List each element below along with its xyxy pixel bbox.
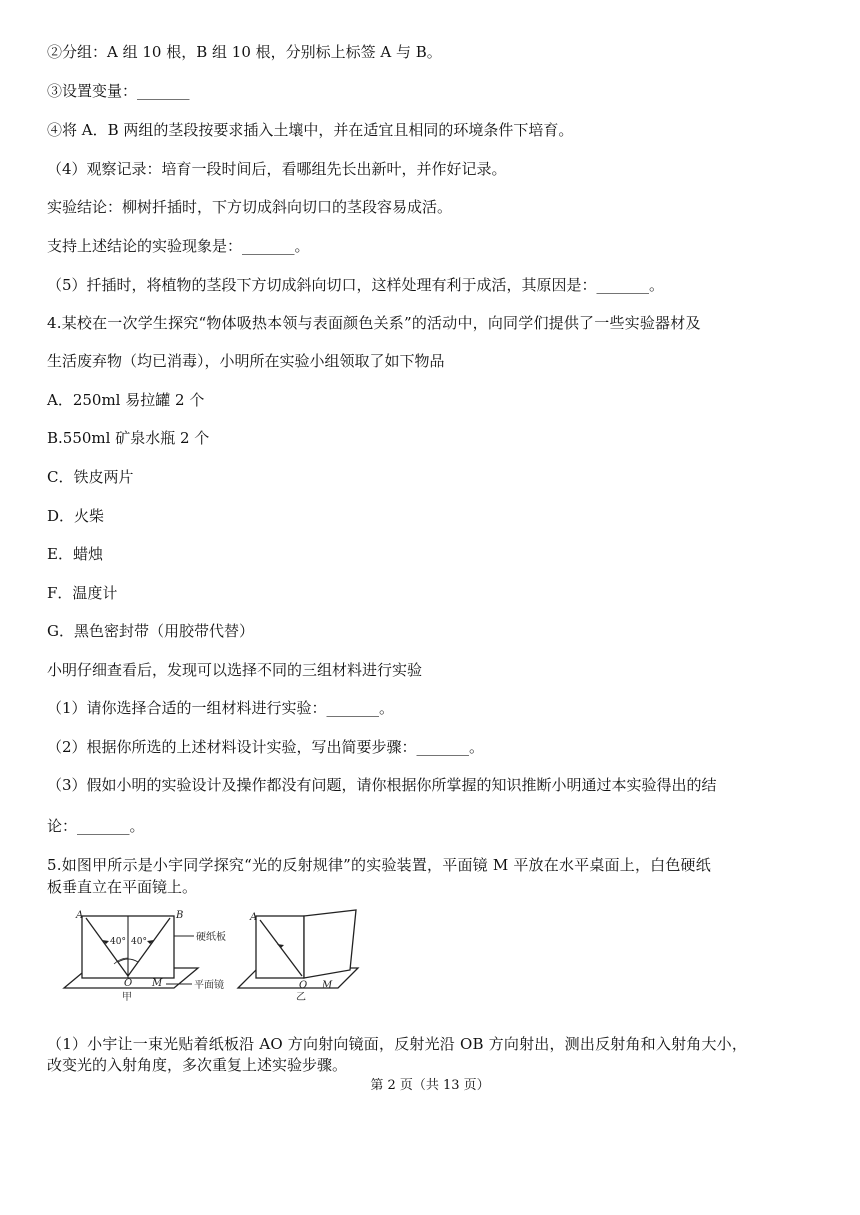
reflection-experiment-figure xyxy=(62,906,362,1002)
label-m2: M xyxy=(322,980,333,991)
text-line: 板垂直立在平面镜上。 xyxy=(47,878,198,896)
option-d: D．火柴 xyxy=(47,507,105,525)
label-a: A xyxy=(76,910,84,921)
option-a: A．250ml 易拉罐 2 个 xyxy=(47,391,205,409)
option-b: B.550ml 矿泉水瓶 2 个 xyxy=(47,429,210,447)
label-mirror: 平面镜 xyxy=(194,980,224,991)
option-c: C．铁皮两片 xyxy=(47,468,134,486)
option-f: F．温度计 xyxy=(47,584,118,602)
label-m: M xyxy=(152,978,163,989)
caption-jia: 甲 xyxy=(122,992,132,1002)
text-line: ④将 A．B 两组的茎段按要求插入土壤中，并在适宜且相同的环境条件下培育。 xyxy=(47,121,574,139)
sub-question-2: （2）根据你所选的上述材料设计实验，写出简要步骤：_______。 xyxy=(47,738,485,756)
text-line: （4）观察记录：培育一段时间后，看哪组先长出新叶，并作好记录。 xyxy=(47,160,507,178)
question-4-stem: 4.某校在一次学生探究“物体吸热本领与表面颜色关系”的活动中，向同学们提供了一些实验器材及 xyxy=(47,314,701,332)
paper-board-right xyxy=(304,910,356,978)
label-b: B xyxy=(176,910,184,921)
label-board: 硬纸板 xyxy=(196,932,226,943)
text-line: ②分组：A 组 10 根，B 组 10 根，分别标上标签 A 与 B。 xyxy=(47,43,442,61)
label-a2: A xyxy=(250,912,258,923)
text-line: ③设置变量：_______ xyxy=(47,82,190,100)
angle-label-left: 40° xyxy=(110,937,126,947)
text-line: 小明仔细查看后，发现可以选择不同的三组材料进行实验 xyxy=(47,661,423,679)
option-g: G．黑色密封带（用胶带代替） xyxy=(47,622,254,640)
sub-question-5-1: （1）小宇让一束光贴着纸板沿 AO 方向射向镜面，反射光沿 OB 方向射出，测出反射角和入射角大小， xyxy=(47,1035,748,1053)
page-footer: 第 2 页（共 13 页） xyxy=(370,1078,490,1093)
option-e: E．蜡烛 xyxy=(47,545,103,563)
angle-label-right: 40° xyxy=(131,937,147,947)
reflection-diagram xyxy=(62,906,362,1002)
text-line: 改变光的入射角度，多次重复上述实验步骤。 xyxy=(47,1056,348,1074)
text-line: 论：_______。 xyxy=(47,817,145,835)
text-line: （5）扦插时，将植物的茎段下方切成斜向切口，这样处理有利于成活，其原因是：_______。 xyxy=(47,276,665,294)
figure-yi xyxy=(238,910,358,1002)
text-line: 支持上述结论的实验现象是：_______。 xyxy=(47,237,310,255)
label-o2: O xyxy=(299,980,308,991)
question-5-stem: 5.如图甲所示是小宇同学探究“光的反射规律”的实验装置，平面镜 M 平放在水平桌面上，白色硬纸 xyxy=(47,856,711,874)
label-o: O xyxy=(124,978,133,989)
caption-yi: 乙 xyxy=(296,992,306,1002)
text-line: 实验结论：柳树扦插时，下方切成斜向切口的茎段容易成活。 xyxy=(47,198,453,216)
sub-question-1: （1）请你选择合适的一组材料进行实验：_______。 xyxy=(47,699,395,717)
text-line: 生活废弃物（均已消毒），小明所在实验小组领取了如下物品 xyxy=(47,352,445,370)
sub-question-3: （3）假如小明的实验设计及操作都没有问题，请你根据你所掌握的知识推断小明通过本实验得出的结 xyxy=(47,776,717,794)
figure-jia xyxy=(64,910,226,1002)
